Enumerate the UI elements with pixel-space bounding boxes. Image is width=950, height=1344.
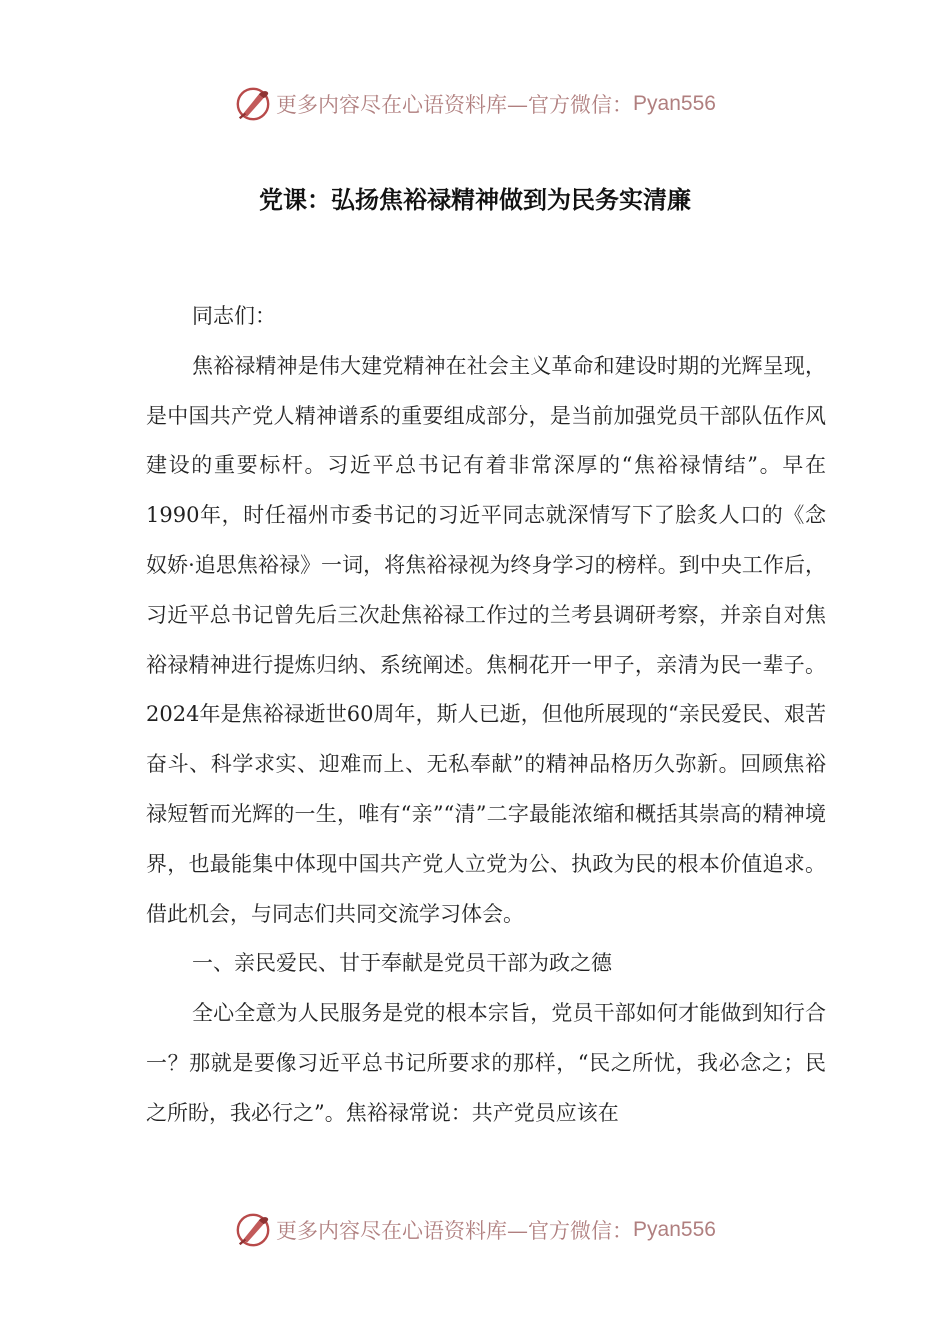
watermark-banner-top <box>0 84 950 124</box>
watermark-text: 更多内容尽在心语资料库—官方微信： <box>276 1219 634 1243</box>
quill-logo-icon <box>234 85 272 123</box>
watermark-text: 更多内容尽在心语资料库—官方微信： <box>276 93 634 117</box>
greeting: 同志们： <box>192 304 276 328</box>
paragraph: 焦裕禄精神是伟大建党精神在社会主义革命和建设时期的光辉呈现，是中国共产党人精神谱系的重要组成部分，是当前加强党员干部队伍作风建设的重要标杆。习近平总书记有着非常深厚的“焦裕禄情结”。早在1990年，时任福州市委书记的习近平同志就深情写下了脍炙人口的《念奴娇·追思焦裕禄》一词，将焦裕禄视为终身学习的榜样。到中央工作后，习近平总书记曾先后三次赴焦裕禄工作过的兰考县调研考察，并亲自对焦裕禄精神进行提炼归纳、系统阐述。焦桐花开一甲子，亲清为民一辈子。2024年是焦裕禄逝世60周年，斯人已逝，但他所展现的“亲民爱民、艰苦奋斗、科学求实、迎难而上、无私奉献”的精神品格历久弥新。回顾焦裕禄短暂而光辉的一生，唯有“亲”“清”二字最能浓缩和概括其崇高的精神境界，也最能集中体现中国共产党人立党为公、执政为民的根本价值追求。借此机会，与同志们共同交流学习体会。 <box>146 353 826 926</box>
document-title: 党课：弘扬焦裕禄精神做到为民务实清廉 <box>259 186 691 214</box>
watermark-banner-bottom <box>0 1210 950 1250</box>
watermark-wechat-id: Pyan556 <box>633 92 716 115</box>
watermark-wechat-id: Pyan556 <box>633 1218 716 1241</box>
section-heading: 一、亲民爱民、甘于奉献是党员干部为政之德 <box>192 951 612 976</box>
document-body <box>146 292 826 1139</box>
quill-logo-icon <box>234 1211 272 1249</box>
paragraph: 全心全意为人民服务是党的根本宗旨，党员干部如何才能做到知行合一？那就是要像习近平总书记所要求的那样，“民之所忧，我必念之；民之所盼，我必行之”。焦裕禄常说：共产党员应该在 <box>146 1001 826 1125</box>
